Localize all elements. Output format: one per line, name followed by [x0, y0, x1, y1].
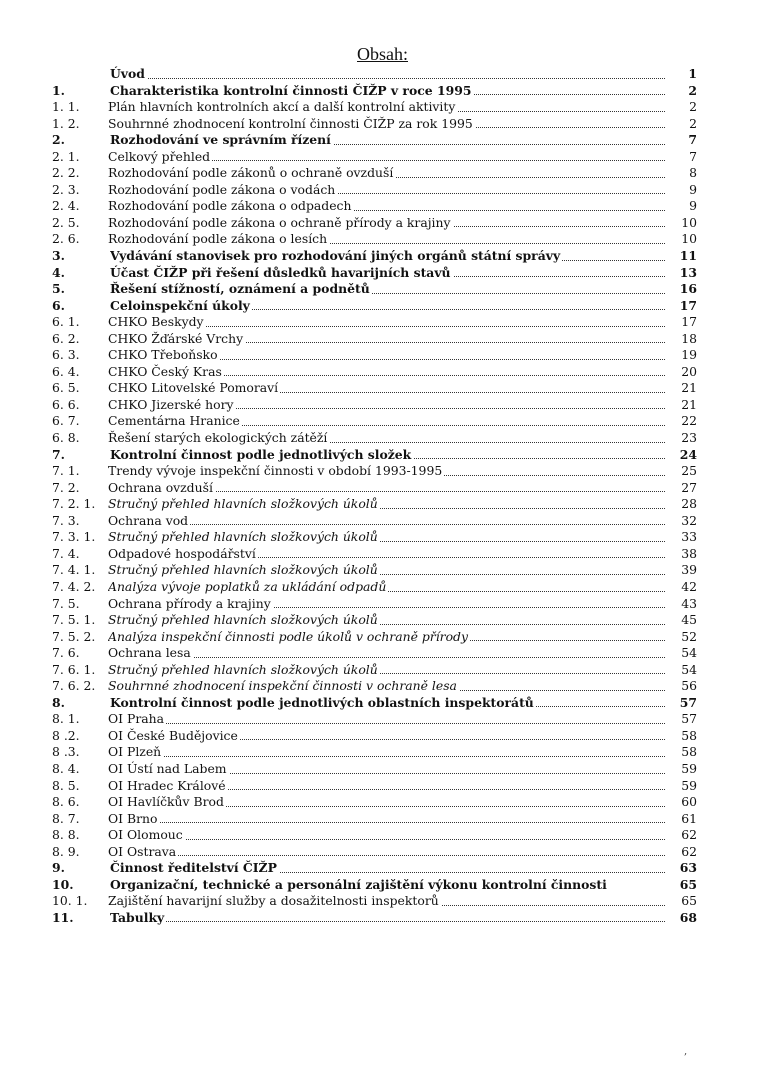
toc-entry-page: 21 — [681, 396, 697, 412]
toc-entry-label — [108, 596, 665, 613]
toc-entry-label — [108, 744, 665, 761]
toc-entry — [52, 215, 707, 232]
toc-entry — [52, 231, 707, 248]
toc-entry-title: Rozhodování podle zákona o odpadech — [108, 198, 352, 214]
toc-entry-title: Rozhodování podle zákona o vodách — [108, 181, 336, 197]
dot-leader — [108, 855, 665, 856]
toc-entry-page: 43 — [681, 595, 697, 611]
toc-entry-title: Cementárna Hranice — [108, 413, 240, 429]
toc-entry-page: 65 — [681, 893, 697, 909]
dot-leader — [108, 822, 665, 823]
toc-entry-number: 7. 2. — [52, 479, 80, 495]
toc-entry-title: Rozhodování podle zákonů o ochraně ovzduší — [108, 165, 394, 181]
toc-entry-number: 3. — [52, 248, 65, 264]
toc-entry-label — [108, 579, 665, 596]
toc-entry-title: Stručný přehled hlavních složkových úkolů — [108, 496, 378, 512]
toc-entry-label — [110, 281, 665, 298]
toc-entry-title: Plán hlavních kontrolních akcí a další kontrolní aktivity — [108, 99, 456, 115]
toc-entry-title: OI Havlíčkův Brod — [108, 794, 224, 810]
toc-entry — [52, 265, 707, 282]
toc-entry-label — [108, 198, 665, 215]
toc-entry — [52, 546, 707, 563]
toc-entry-label — [110, 132, 665, 149]
toc-entry-label — [108, 893, 665, 910]
dot-leader — [108, 756, 665, 757]
toc-entry-number: 2. 1. — [52, 148, 80, 164]
toc-entry-page: 58 — [681, 727, 697, 743]
toc-entry-number: 1. 2. — [52, 115, 80, 131]
toc-entry-title: Vydávání stanovisek pro rozhodování jiných orgánů státní správy — [110, 248, 561, 264]
toc-entry-title: Ochrana ovzduší — [108, 479, 213, 495]
toc-entry-page: 58 — [681, 744, 697, 760]
toc-entry-number: 7. 3. — [52, 512, 80, 528]
toc-entry-label — [108, 529, 665, 546]
toc-entry — [52, 695, 707, 712]
toc-entry-title: OI Olomouc — [108, 827, 183, 843]
toc-entry-page: 24 — [679, 446, 697, 462]
toc-entry-title: CHKO Český Kras — [108, 363, 222, 379]
toc-entry-number: 7. 5. — [52, 595, 80, 611]
toc-entry-number: 7. 5. 1. — [52, 612, 96, 628]
toc-entry-number: 8 .2. — [52, 727, 80, 743]
toc-entry-label — [108, 364, 665, 381]
toc-entry-page: 57 — [679, 694, 697, 710]
toc-entry — [52, 612, 707, 629]
toc-entry-title: OI Hradec Králové — [108, 777, 226, 793]
toc-entry-label — [110, 447, 665, 464]
toc-entry-title: Ochrana vod — [108, 512, 189, 528]
toc-entry — [52, 480, 707, 497]
toc-entry-number: 6. 7. — [52, 413, 80, 429]
toc-entry-page: 33 — [681, 529, 697, 545]
toc-entry — [52, 380, 707, 397]
toc-entry-label — [108, 116, 665, 133]
toc-entry-number: 7. 6. 1. — [52, 661, 96, 677]
toc-entry — [52, 728, 707, 745]
toc-entry-number: 8. 9. — [52, 843, 80, 859]
toc-entry-page: 20 — [681, 363, 697, 379]
toc-entry-page: 25 — [681, 463, 697, 479]
toc-entry-page: 54 — [681, 645, 697, 661]
toc-entry-number: 6. 1. — [52, 314, 80, 330]
toc-entry-title: CHKO Litovelské Pomoraví — [108, 380, 279, 396]
stray-mark: , — [684, 1046, 688, 1057]
toc-entry-page: 21 — [681, 380, 697, 396]
toc-entry-title: Rozhodování podle zákona o ochraně přírody a krajiny — [108, 214, 451, 230]
toc-entry-page: 60 — [681, 794, 697, 810]
toc-entry — [52, 248, 707, 265]
toc-entry-label — [108, 513, 665, 530]
toc-entry-number: 6. 3. — [52, 347, 80, 363]
toc-entry-number: 1. — [52, 82, 65, 98]
toc-entry — [52, 678, 707, 695]
toc-entry — [52, 513, 707, 530]
toc-entry-number: 2. 4. — [52, 198, 80, 214]
toc-entry-label — [110, 265, 665, 282]
toc-entry — [52, 893, 707, 910]
toc-entry-label — [108, 480, 665, 497]
toc-entry-label — [108, 811, 665, 828]
toc-entry-page: 8 — [689, 165, 697, 181]
toc-entry-page: 1 — [688, 66, 697, 81]
toc-entry-page: 54 — [681, 661, 697, 677]
toc-entry-title: OI Ostrava — [108, 843, 177, 859]
toc-entry — [52, 149, 707, 166]
toc-entry-title: CHKO Žďárské Vrchy — [108, 330, 244, 346]
toc-entry-number: 6. 8. — [52, 430, 80, 446]
toc-entry-number: 6. 6. — [52, 396, 80, 412]
toc-entry-number: 8. 1. — [52, 711, 80, 727]
toc-entry-page: 27 — [681, 479, 697, 495]
toc-entry-page: 56 — [681, 678, 697, 694]
toc-entry — [52, 364, 707, 381]
toc-entry-title: Ochrana lesa — [108, 645, 191, 661]
toc-entry-page: 11 — [679, 248, 697, 264]
toc-entry-label — [108, 99, 665, 116]
dot-leader — [110, 78, 665, 79]
toc-entry-label — [108, 463, 665, 480]
toc-entry-label — [108, 413, 665, 430]
toc-entry-number: 7. 4. 1. — [52, 562, 96, 578]
toc-entry-page: 17 — [679, 297, 697, 313]
toc-entry-label — [108, 182, 665, 199]
toc-entry — [52, 116, 707, 133]
toc-entry-number: 6. 2. — [52, 330, 80, 346]
toc-entry-label — [108, 728, 665, 745]
toc-entry-page: 7 — [688, 132, 697, 148]
toc-entry-page: 63 — [679, 860, 697, 876]
toc-entry-number: 2. 2. — [52, 165, 80, 181]
toc-entry-title: Kontrolní činnost podle jednotlivých oblastních inspektorátů — [110, 694, 534, 710]
toc-entry — [52, 331, 707, 348]
toc-entry-number: 7. 5. 2. — [52, 628, 96, 644]
toc-entry-label — [108, 678, 665, 695]
toc-entry — [52, 645, 707, 662]
toc-entry-title: Stručný přehled hlavních složkových úkolů — [108, 562, 378, 578]
toc-entry-label — [108, 149, 665, 166]
toc-entry — [52, 66, 707, 83]
toc-entry — [52, 860, 707, 877]
toc-entry-title: Stručný přehled hlavních složkových úkolů — [108, 529, 378, 545]
toc-entry-title: OI Plzeň — [108, 744, 162, 760]
toc-entry-title: Analýza inspekční činnosti podle úkolů v ochraně přírody — [108, 628, 468, 644]
dot-leader — [108, 839, 665, 840]
toc-entry-label — [108, 662, 665, 679]
toc-entry-title: Analýza vývoje poplatků za ukládání odpadů — [108, 578, 387, 594]
toc-entry-page: 7 — [689, 148, 697, 164]
toc-entry-number: 8. 4. — [52, 760, 80, 776]
toc-entry-title: Celkový přehled — [108, 148, 211, 164]
toc-entry-label — [110, 860, 665, 877]
toc-entry — [52, 347, 707, 364]
toc-entry — [52, 744, 707, 761]
toc-entry — [52, 132, 707, 149]
toc-entry-number: 7. — [52, 446, 65, 462]
toc-entry-label — [108, 612, 665, 629]
toc-entry-title: Účast ČIŽP při řešení důsledků havarijních stavů — [110, 264, 451, 280]
toc-entry-number: 7. 6. 2. — [52, 678, 96, 694]
toc-entry-page: 9 — [689, 198, 697, 214]
toc-entry-number: 8. — [52, 694, 65, 710]
toc-entry-page: 9 — [689, 181, 697, 197]
toc-entry-label — [110, 695, 665, 712]
toc-entry-page: 39 — [681, 562, 697, 578]
toc-entry-title: Charakteristika kontrolní činnosti ČIŽP v roce 1995 — [110, 82, 472, 98]
toc-entry-number: 7. 4. 2. — [52, 578, 96, 594]
toc-entry-label — [108, 430, 665, 447]
toc-entry-label — [108, 331, 665, 348]
toc-entry-title: Organizační, technické a personální zajištění výkonu kontrolní činnosti — [110, 876, 607, 892]
toc-entry-title: OI Praha — [108, 711, 165, 727]
toc-entry — [52, 281, 707, 298]
toc-entry-title: Řešení starých ekologických zátěží — [108, 430, 328, 446]
toc-entry-title: Tabulky — [110, 909, 165, 925]
toc-entry-title: Souhrnné zhodnocení inspekční činnosti v ochraně lesa — [108, 678, 457, 694]
toc-entry-title: CHKO Třeboňsko — [108, 347, 218, 363]
toc-entry — [52, 83, 707, 100]
toc-entry-number: 11. — [52, 909, 74, 925]
toc-entry — [52, 662, 707, 679]
toc-entry-page: 45 — [681, 612, 697, 628]
toc-entry — [52, 463, 707, 480]
toc-entry-label — [108, 397, 665, 414]
page-title: Obsah: — [357, 44, 408, 64]
toc-entry — [52, 761, 707, 778]
toc-entry-number: 7. 1. — [52, 463, 80, 479]
toc-entry-page: 42 — [681, 578, 697, 594]
toc-entry-page: 18 — [681, 330, 697, 346]
toc-entry-label — [108, 165, 665, 182]
toc-entry — [52, 99, 707, 116]
toc-entry-number: 2. — [52, 132, 65, 148]
toc-entry-title: Stručný přehled hlavních složkových úkolů — [108, 612, 378, 628]
toc-entry-title: Řešení stížností, oznámení a podnětů — [110, 281, 370, 297]
toc-entry-label — [108, 380, 665, 397]
toc-entry-page: 62 — [681, 843, 697, 859]
toc-entry-label — [110, 910, 665, 927]
toc-entry — [52, 165, 707, 182]
toc-entry-page: 16 — [679, 281, 697, 297]
toc-entry-number: 7. 6. — [52, 645, 80, 661]
toc-entry-label — [108, 314, 665, 331]
toc-entry-title: CHKO Beskydy — [108, 314, 204, 330]
toc-entry-number: 6. 4. — [52, 363, 80, 379]
toc-entry-page: 61 — [681, 810, 697, 826]
toc-entry — [52, 596, 707, 613]
toc-entry — [52, 314, 707, 331]
toc-entry-page: 13 — [679, 264, 697, 280]
toc-entry-label — [108, 215, 665, 232]
toc-entry-title: Trendy vývoje inspekční činnosti v období 1993-1995 — [108, 463, 443, 479]
toc-entry-page: 52 — [681, 628, 697, 644]
dot-leader — [110, 921, 665, 922]
toc-entry-label — [108, 794, 665, 811]
toc-entry — [52, 711, 707, 728]
toc-entry — [52, 844, 707, 861]
toc-entry-label — [108, 629, 665, 646]
toc-entry-title: Úvod — [110, 66, 145, 81]
toc-entry — [52, 529, 707, 546]
toc-entry-number: 7. 3. 1. — [52, 529, 96, 545]
toc-entry-number: 8 .3. — [52, 744, 80, 760]
toc-entry-number: 5. — [52, 281, 65, 297]
toc-entry-number: 4. — [52, 264, 65, 280]
table-of-contents — [52, 66, 707, 926]
toc-entry-page: 2 — [689, 99, 697, 115]
toc-entry — [52, 182, 707, 199]
toc-entry-number: 8. 5. — [52, 777, 80, 793]
toc-entry-page: 23 — [681, 430, 697, 446]
toc-entry-label — [108, 761, 665, 778]
toc-entry-label — [108, 645, 665, 662]
toc-entry-number: 10. — [52, 876, 74, 892]
toc-entry-label — [108, 711, 665, 728]
toc-entry-label — [108, 562, 665, 579]
toc-entry-page: 62 — [681, 827, 697, 843]
toc-entry-title: OI Brno — [108, 810, 158, 826]
toc-entry-page: 19 — [681, 347, 697, 363]
toc-entry-number: 10. 1. — [52, 893, 88, 909]
toc-entry-title: Odpadové hospodářství — [108, 545, 256, 561]
toc-entry — [52, 778, 707, 795]
toc-entry-label — [108, 347, 665, 364]
toc-entry-label — [110, 248, 665, 265]
toc-entry-label — [108, 496, 665, 513]
toc-entry — [52, 579, 707, 596]
toc-entry-page: 2 — [688, 82, 697, 98]
toc-entry — [52, 413, 707, 430]
toc-entry-page: 68 — [679, 909, 697, 925]
toc-entry-title: Zajištění havarijní služby a dosažitelnosti inspektorů — [108, 893, 439, 909]
toc-entry-number: 9. — [52, 860, 65, 876]
toc-entry-page: 10 — [681, 231, 697, 247]
toc-entry-page: 10 — [681, 214, 697, 230]
toc-entry-label — [110, 877, 665, 894]
toc-entry-number: 8. 6. — [52, 794, 80, 810]
toc-entry-number: 2. 5. — [52, 214, 80, 230]
toc-entry-title: Souhrnné zhodnocení kontrolní činnosti ČIŽP za rok 1995 — [108, 115, 473, 131]
toc-entry — [52, 562, 707, 579]
toc-entry — [52, 629, 707, 646]
toc-entry — [52, 198, 707, 215]
toc-entry-label — [108, 827, 665, 844]
toc-entry-page: 32 — [681, 512, 697, 528]
toc-entry-number: 7. 2. 1. — [52, 496, 96, 512]
toc-entry-page: 57 — [681, 711, 697, 727]
toc-entry-page: 28 — [681, 496, 697, 512]
toc-entry-number: 7. 4. — [52, 545, 80, 561]
toc-entry-number: 8. 8. — [52, 827, 80, 843]
toc-entry-page: 38 — [681, 545, 697, 561]
toc-entry-page: 2 — [689, 115, 697, 131]
toc-entry-number: 6. 5. — [52, 380, 80, 396]
toc-entry-title: Kontrolní činnost podle jednotlivých složek — [110, 446, 412, 462]
toc-entry-title: CHKO Jizerské hory — [108, 396, 234, 412]
toc-entry-title: OI Ústí nad Labem — [108, 760, 227, 776]
toc-entry-label — [108, 778, 665, 795]
toc-entry — [52, 794, 707, 811]
toc-entry-label — [110, 298, 665, 315]
toc-entry-title: Rozhodování ve správním řízení — [110, 132, 331, 148]
toc-entry-title: Stručný přehled hlavních složkových úkolů — [108, 661, 378, 677]
toc-entry-title: OI České Budějovice — [108, 727, 238, 743]
toc-entry-page: 22 — [681, 413, 697, 429]
toc-entry-number: 6. — [52, 297, 65, 313]
toc-entry — [52, 811, 707, 828]
toc-entry-title: Ochrana přírody a krajiny — [108, 595, 271, 611]
toc-entry-page: 59 — [681, 760, 697, 776]
toc-entry-title: Celoinspekční úkoly — [110, 297, 250, 313]
toc-entry — [52, 397, 707, 414]
toc-entry-page: 17 — [681, 314, 697, 330]
toc-entry-title: Činnost ředitelství ČIŽP — [110, 860, 277, 876]
toc-entry-page: 59 — [681, 777, 697, 793]
toc-entry-label — [108, 231, 665, 248]
toc-entry-number: 1. 1. — [52, 99, 80, 115]
toc-entry-title: Rozhodování podle zákona o lesích — [108, 231, 328, 247]
toc-entry — [52, 298, 707, 315]
toc-entry — [52, 447, 707, 464]
toc-entry-label — [110, 83, 665, 100]
toc-entry-label — [110, 66, 665, 83]
toc-entry-number: 2. 6. — [52, 231, 80, 247]
toc-entry-page: 65 — [679, 876, 697, 892]
dot-leader — [108, 524, 665, 525]
toc-entry — [52, 496, 707, 513]
toc-entry-label — [108, 844, 665, 861]
dot-leader — [108, 723, 665, 724]
toc-entry-number: 8. 7. — [52, 810, 80, 826]
toc-entry — [52, 910, 707, 927]
toc-entry-label — [108, 546, 665, 563]
toc-entry — [52, 430, 707, 447]
toc-entry-number: 2. 3. — [52, 181, 80, 197]
toc-entry — [52, 877, 707, 894]
toc-entry — [52, 827, 707, 844]
